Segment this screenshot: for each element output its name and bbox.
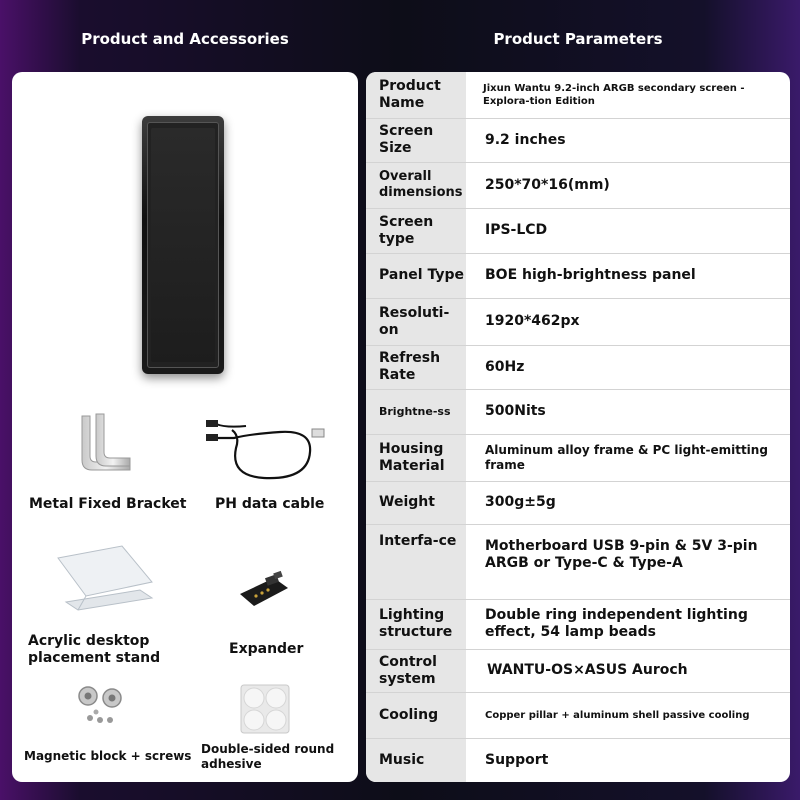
accessory-label: Double-sided round adhesive [201,742,335,771]
table-row [366,599,790,650]
table-row [366,208,790,254]
accessories-heading: Product and Accessories [81,30,289,48]
accessories-panel [12,72,358,782]
param-label: Weight [379,494,435,510]
param-value: BOE high-brightness panel [485,267,696,283]
table-row [366,481,790,525]
table-row [366,524,790,600]
param-value: Copper pillar + aluminum shell passive cooling [485,709,750,721]
accessory-label: Expander [229,641,304,657]
param-label: Housing Material [379,440,445,474]
param-label: Control system [379,653,437,687]
table-row [366,118,790,163]
param-value: IPS-LCD [485,222,548,238]
expander-icon [236,570,292,614]
param-label: Panel Type [379,267,464,283]
param-label: Cooling [379,706,439,723]
param-value: Motherboard USB 9-pin & 5V 3-pin ARGB or Type-C & Type-A [485,538,758,571]
param-label: Overall dimensions [379,169,463,200]
parameters-heading: Product Parameters [493,30,663,48]
param-label: Brightne-ss [379,405,451,418]
param-label: Lighting structure [379,607,453,640]
param-label: Music [379,751,425,768]
table-row [366,692,790,739]
param-value: Support [485,751,549,768]
param-value: Jixun Wantu 9.2-inch ARGB secondary screen - Explora-tion Edition [483,83,745,107]
param-value: Aluminum alloy frame & PC light-emitting frame [485,442,768,472]
accessory-label: Metal Fixed Bracket [29,496,187,512]
bracket-icon [74,412,134,476]
cable-icon [202,418,328,482]
stand-icon [52,542,156,614]
table-row [366,738,790,782]
accessory-label: Magnetic block + screws [24,749,192,763]
param-value: 300g±5g [485,494,556,510]
param-label: Refresh Rate [379,350,441,383]
param-value: 1920*462px [485,313,580,329]
table-row [366,72,790,119]
param-label: Screen Size [379,123,434,156]
param-value: 250*70*16(mm) [485,176,610,193]
param-label: Resoluti-on [379,304,450,338]
table-row [366,298,790,346]
table-row [366,162,790,209]
param-value: 500Nits [485,403,546,419]
table-row [366,345,790,390]
param-label: Screen type [379,213,434,247]
param-label: Product Name [379,78,441,111]
param-label: Interfa-ce [379,533,457,549]
table-row [366,434,790,482]
accessory-label: Acrylic desktop placement stand [28,633,161,666]
magnet-screws-icon [76,684,126,728]
parameters-table [366,72,790,782]
table-row [366,253,790,299]
param-value: 9.2 inches [485,131,566,148]
param-value: 60Hz [485,358,525,375]
table-row [366,389,790,435]
adhesive-icon [240,684,290,734]
param-value: WANTU-OS×ASUS Auroch [487,662,688,678]
secondary-screen-image [142,116,224,374]
accessory-label: PH data cable [215,496,325,512]
table-row [366,649,790,693]
param-value: Double ring independent lighting effect, 54 lamp beads [485,607,748,640]
